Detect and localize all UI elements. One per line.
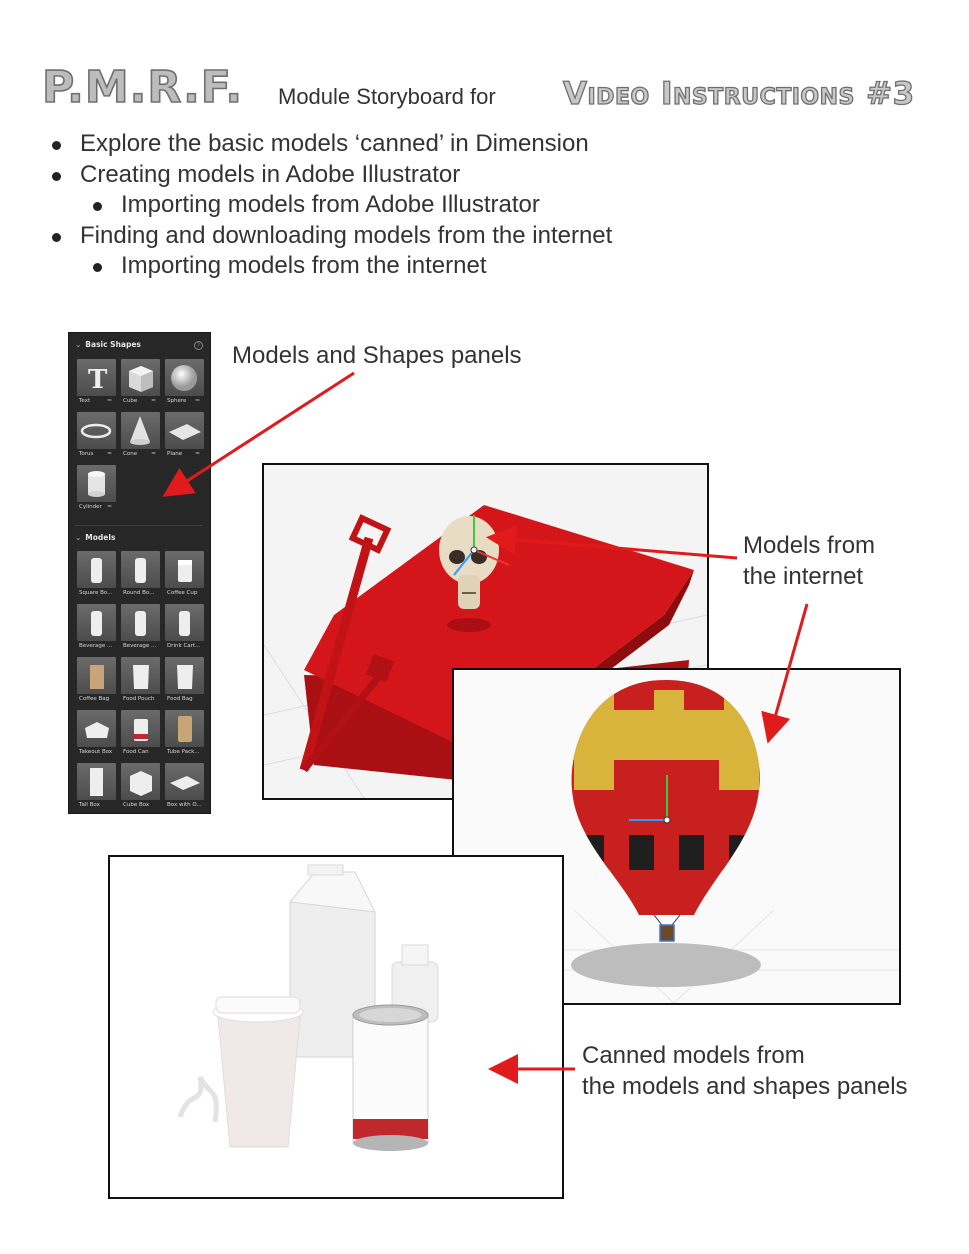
- bullet-subitem: Importing models from Adobe Illustrator: [121, 191, 540, 218]
- callout-internet-line1: Models from: [743, 532, 876, 559]
- callout-canned-line1: Canned models from: [582, 1042, 805, 1069]
- bullet-item: Creating models in Adobe Illustrator: [80, 161, 461, 188]
- model-label: Drink Cart...: [167, 643, 201, 649]
- shape-label: Plane: [167, 451, 183, 457]
- model-label: Tube Pack...: [167, 749, 200, 755]
- shape-label: Cylinder: [79, 504, 102, 510]
- shape-label: Sphere: [167, 398, 187, 404]
- bullet-item: Finding and downloading models from the internet: [80, 222, 613, 249]
- pmrf-logo: P.M.R.F.: [42, 62, 244, 113]
- model-label: Food Bag: [167, 696, 193, 702]
- adjust-icon[interactable]: ≈: [151, 397, 157, 404]
- adjust-icon[interactable]: ≈: [107, 503, 113, 510]
- adjust-icon[interactable]: ≈: [195, 397, 201, 404]
- model-label: Box with O...: [167, 802, 202, 808]
- shape-label: Text: [79, 398, 91, 404]
- model-label: Round Bo...: [123, 590, 155, 596]
- arrow-to-skull: [495, 538, 737, 558]
- help-icon[interactable]: ?: [194, 341, 203, 350]
- model-label: Food Can: [123, 749, 149, 755]
- model-label: Square Bo...: [79, 590, 113, 596]
- storyboard-subtitle: Module Storyboard for: [278, 84, 496, 109]
- models-title: Models: [85, 533, 116, 542]
- model-label: Tall Box: [79, 802, 100, 808]
- adjust-icon[interactable]: ≈: [107, 450, 113, 457]
- svg-text:T: T: [88, 365, 108, 395]
- adjust-icon[interactable]: ≈: [195, 450, 201, 457]
- shape-label: Torus: [79, 451, 94, 457]
- callout-panels: Models and Shapes panels: [232, 342, 522, 369]
- basic-shapes-title: Basic Shapes: [85, 340, 141, 349]
- bullet-subitem: Importing models from the internet: [121, 252, 487, 279]
- series-title: Video Instructions #3: [563, 76, 915, 112]
- shape-label: Cone: [123, 451, 138, 457]
- arrow-to-balloon: [770, 604, 807, 735]
- callout-canned-line2: the models and shapes panels: [582, 1073, 908, 1100]
- model-label: Coffee Cup: [167, 590, 198, 596]
- adjust-icon[interactable]: ≈: [151, 450, 157, 457]
- model-label: Takeout Box: [79, 749, 113, 755]
- model-label: Coffee Bag: [79, 696, 110, 702]
- arrow-to-panel: [170, 373, 354, 492]
- model-label: Food Pouch: [123, 696, 155, 702]
- shape-label: Cube: [123, 398, 138, 404]
- model-label: Cube Box: [123, 802, 150, 808]
- model-label: Beverage ...: [123, 643, 157, 649]
- chevron-down-icon[interactable]: ⌄: [75, 533, 82, 542]
- adjust-icon[interactable]: ≈: [107, 397, 113, 404]
- callout-internet-line2: the internet: [743, 563, 864, 590]
- bullet-item: Explore the basic models ‘canned’ in Dimension: [80, 130, 589, 157]
- chevron-down-icon[interactable]: ⌄: [75, 340, 82, 349]
- model-label: Beverage ...: [79, 643, 113, 649]
